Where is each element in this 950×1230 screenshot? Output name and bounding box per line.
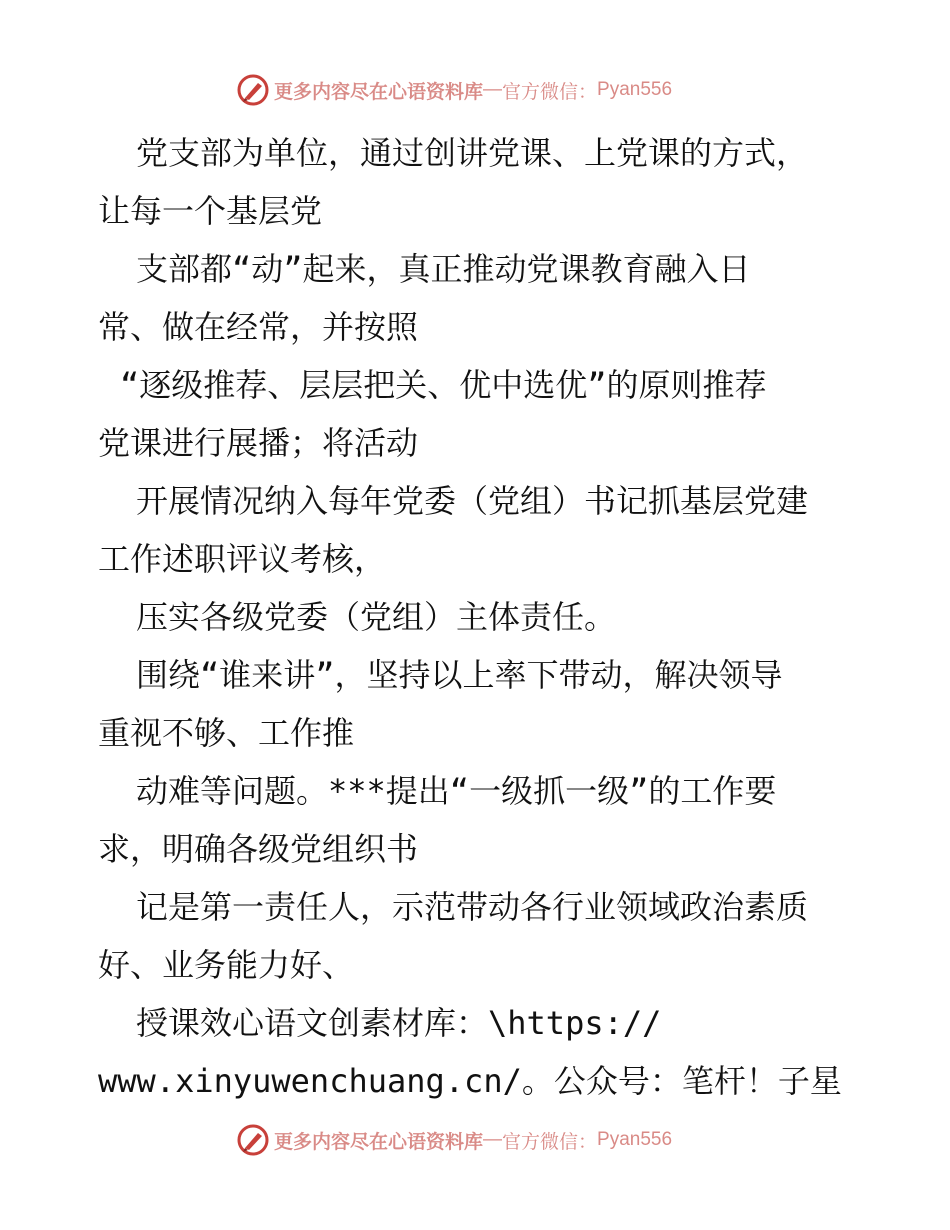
body-line: 开展情况纳入每年党委（党组）书记抓基层党建	[136, 482, 809, 520]
header-separator: —	[483, 79, 503, 100]
footer-wechat-label: 官方微信：	[502, 1131, 598, 1153]
body-line: “逐级推荐、层层把关、优中选优”的原则推荐	[120, 366, 767, 404]
body-line: 动难等问题。***提出“一级抓一级”的工作要	[136, 772, 777, 810]
body-line: 重视不够、工作推	[98, 714, 355, 752]
body-line: 围绕“谁来讲”，坚持以上率下带动，解决领导	[136, 656, 783, 694]
footer-site-text: 更多内容尽在心语资料库	[274, 1130, 484, 1153]
document-body	[98, 124, 858, 1110]
body-line: 求，明确各级党组织书	[98, 830, 419, 868]
header-wechat-id: Pyan556	[597, 79, 673, 100]
body-line: 党支部为单位，通过创讲党课、上党课的方式，	[136, 134, 809, 172]
footer-wechat-id: Pyan556	[597, 1129, 673, 1150]
pen-logo-icon	[236, 73, 270, 107]
body-line: 让每一个基层党	[98, 192, 323, 230]
header-wechat-label: 官方微信：	[502, 81, 598, 103]
body-line: 党课进行展播；将活动	[98, 424, 419, 462]
footer-watermark-banner	[236, 1122, 672, 1158]
header-site-text: 更多内容尽在心语资料库	[274, 80, 484, 103]
body-line: 压实各级党委（党组）主体责任。	[136, 598, 617, 636]
body-line: 记是第一责任人，示范带动各行业领域政治素质	[136, 888, 809, 926]
body-line: www.xinyuwenchuang.cn/。公众号：笔杆！子星	[98, 1062, 842, 1100]
body-line: 授课效心语文创素材库：\https://	[136, 1004, 662, 1042]
body-line: 工作述职评议考核，	[98, 540, 387, 578]
footer-separator: —	[483, 1129, 503, 1150]
body-line: 常、做在经常，并按照	[98, 308, 419, 346]
header-watermark-banner	[236, 72, 672, 108]
body-line: 支部都“动”起来，真正推动党课教育融入日	[136, 250, 751, 288]
pen-logo-icon	[236, 1123, 270, 1157]
body-line: 好、业务能力好、	[98, 946, 355, 984]
